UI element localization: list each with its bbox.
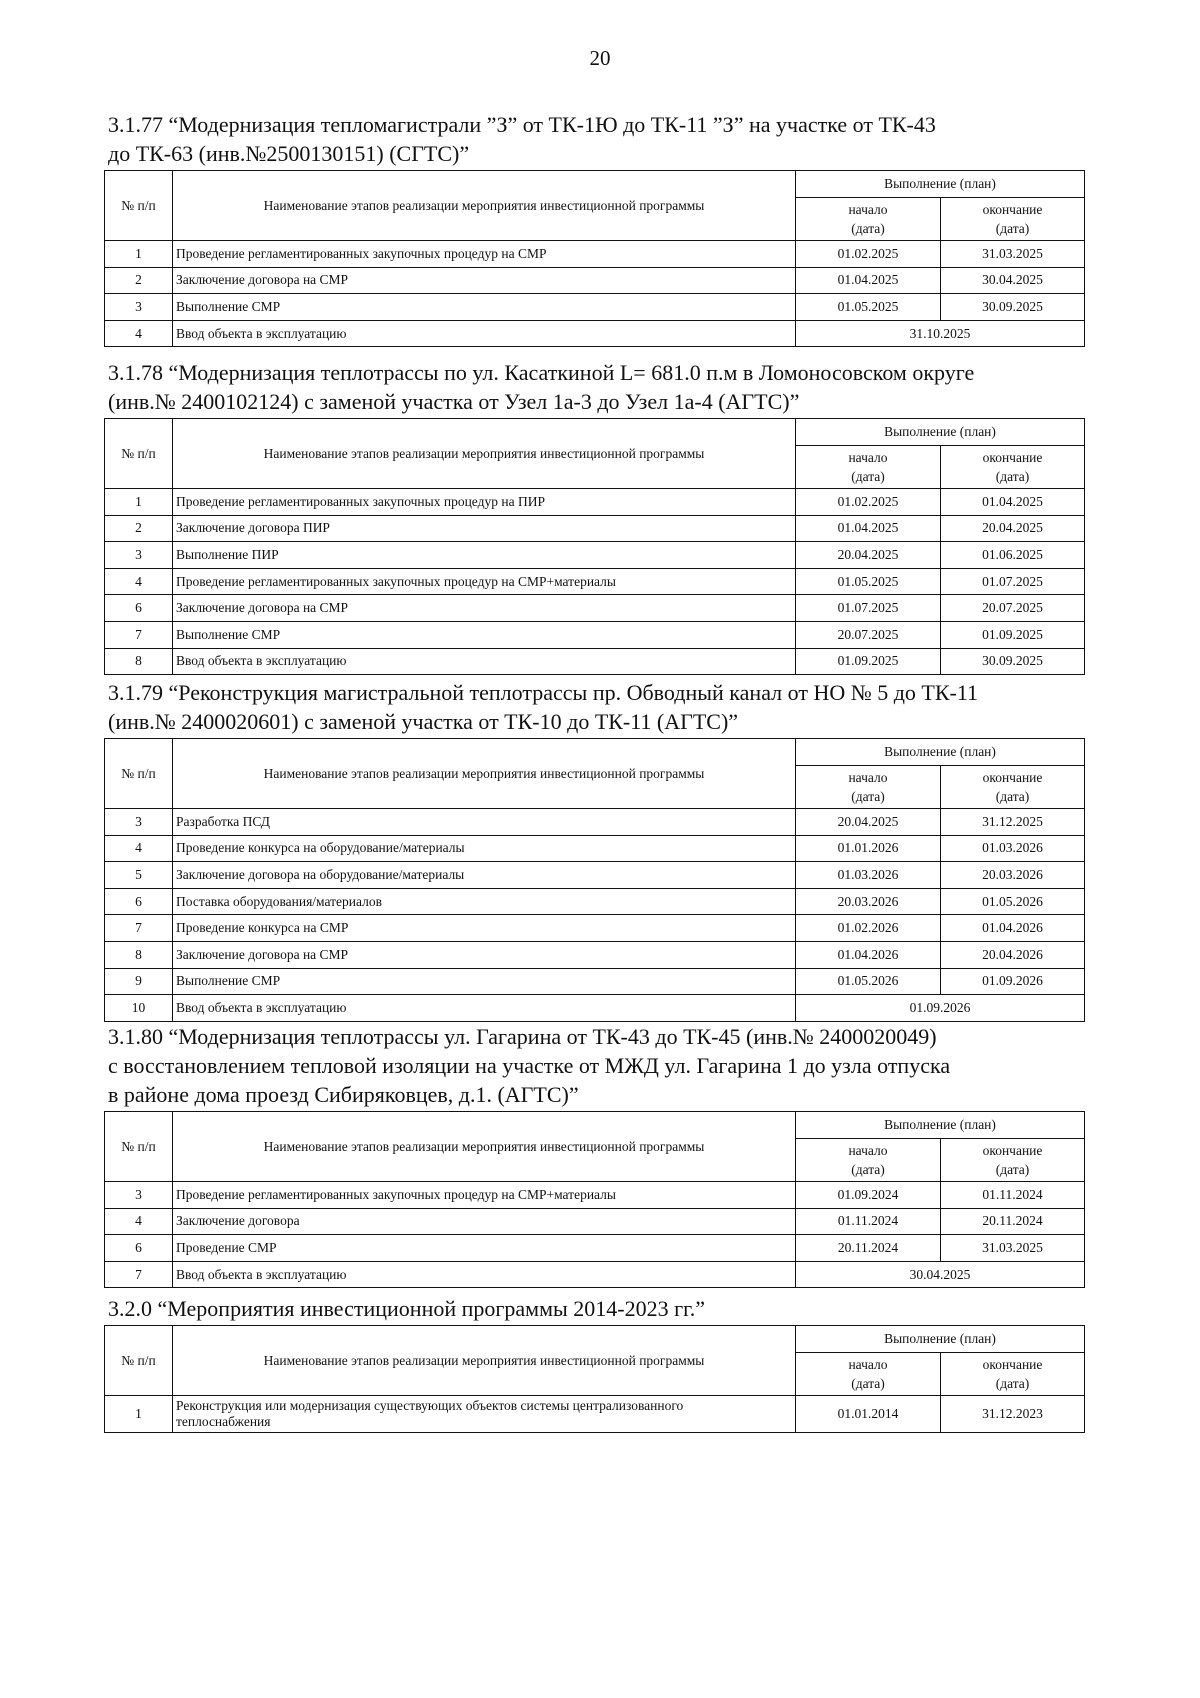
table-row: [105, 995, 1085, 1022]
table-row: [105, 595, 1085, 622]
header-end: окончание (дата): [941, 446, 1085, 489]
header-end: окончание (дата): [941, 766, 1085, 809]
row-start-date: 20.11.2024: [796, 1235, 941, 1262]
row-start-date: 01.04.2025: [796, 267, 941, 294]
schedule-table: [104, 738, 1085, 1022]
row-date: 30.04.2025: [796, 1261, 1085, 1288]
header-plan: Выполнение (план): [796, 419, 1085, 446]
row-number: 1: [105, 1396, 173, 1433]
row-end-date: 01.03.2026: [941, 835, 1085, 862]
row-end-date: 01.11.2024: [941, 1182, 1085, 1209]
schedule-table: [104, 1111, 1085, 1288]
header-start: начало (дата): [796, 446, 941, 489]
row-start-date: 20.04.2025: [796, 542, 941, 569]
row-stage-name: Ввод объекта в эксплуатацию: [173, 995, 796, 1022]
row-end-date: 20.11.2024: [941, 1208, 1085, 1235]
section-title: 3.1.79 “Реконструкция магистральной теплотрассы пр. Обводный канал от НО № 5 до ТК-11 (инв.№ 2400020601) с заменой участка от ТК-10 до ТК-11 (АГТС)”: [108, 680, 979, 734]
row-number: 3: [105, 809, 173, 836]
row-end-date: 20.04.2026: [941, 941, 1085, 968]
row-number: 5: [105, 862, 173, 889]
header-name: Наименование этапов реализации мероприятия инвестиционной программы: [173, 171, 796, 241]
row-number: 1: [105, 241, 173, 268]
row-date: 01.09.2026: [796, 995, 1085, 1022]
table-row: [105, 915, 1085, 942]
row-start-date: 20.04.2025: [796, 809, 941, 836]
header-plan: Выполнение (план): [796, 739, 1085, 766]
table-row: [105, 888, 1085, 915]
row-number: 6: [105, 595, 173, 622]
schedule-table: [104, 418, 1085, 675]
row-end-date: 01.04.2025: [941, 489, 1085, 516]
row-end-date: 31.03.2025: [941, 241, 1085, 268]
row-start-date: 01.05.2025: [796, 294, 941, 321]
table-row: [105, 542, 1085, 569]
header-end: окончание (дата): [941, 198, 1085, 241]
row-number: 9: [105, 968, 173, 995]
row-stage-name: Выполнение СМР: [173, 621, 796, 648]
row-stage-name: Заключение договора ПИР: [173, 515, 796, 542]
row-stage-name: Заключение договора на СМР: [173, 267, 796, 294]
header-name: Наименование этапов реализации мероприятия инвестиционной программы: [173, 1112, 796, 1182]
table-row: [105, 241, 1085, 268]
table-row: [105, 968, 1085, 995]
row-stage-name: Ввод объекта в эксплуатацию: [173, 320, 796, 347]
row-start-date: 01.07.2025: [796, 595, 941, 622]
row-stage-name: Поставка оборудования/материалов: [173, 888, 796, 915]
section-block: [104, 358, 1084, 675]
row-end-date: 01.05.2026: [941, 888, 1085, 915]
row-number: 6: [105, 1235, 173, 1262]
row-number: 6: [105, 888, 173, 915]
row-number: 3: [105, 542, 173, 569]
row-number: 2: [105, 515, 173, 542]
header-plan: Выполнение (план): [796, 1326, 1085, 1353]
table-row: [105, 1182, 1085, 1209]
row-number: 4: [105, 835, 173, 862]
row-stage-name: Ввод объекта в эксплуатацию: [173, 648, 796, 675]
table-row: [105, 267, 1085, 294]
row-end-date: 01.04.2026: [941, 915, 1085, 942]
schedule-table: [104, 170, 1085, 347]
row-start-date: 01.04.2025: [796, 515, 941, 542]
row-end-date: 30.09.2025: [941, 648, 1085, 675]
section-block: [104, 1294, 1084, 1433]
row-start-date: 01.02.2026: [796, 915, 941, 942]
row-end-date: 01.09.2026: [941, 968, 1085, 995]
header-start: начало (дата): [796, 766, 941, 809]
table-row: [105, 621, 1085, 648]
section-title: 3.1.78 “Модернизация теплотрассы по ул. Касаткиной L= 681.0 п.м в Ломоносовском округе (инв.№ 2400102124) с заменой участка от Узел 1а-3 до Узел 1а-4 (АГТС)”: [108, 360, 975, 414]
row-stage-name: Выполнение СМР: [173, 968, 796, 995]
row-number: 7: [105, 621, 173, 648]
section-title: 3.1.77 “Модернизация тепломагистрали ”З” от ТК-1Ю до ТК-11 ”З” на участке от ТК-43 до ТК-63 (инв.№2500130151) (СГТС)”: [108, 112, 936, 166]
row-number: 3: [105, 1182, 173, 1209]
table-row: [105, 1208, 1085, 1235]
row-number: 4: [105, 1208, 173, 1235]
header-num: № п/п: [105, 739, 173, 809]
row-end-date: 01.09.2025: [941, 621, 1085, 648]
header-num: № п/п: [105, 171, 173, 241]
row-start-date: 20.07.2025: [796, 621, 941, 648]
row-end-date: 01.06.2025: [941, 542, 1085, 569]
table-row: [105, 515, 1085, 542]
header-start: начало (дата): [796, 1139, 941, 1182]
row-stage-name: Заключение договора: [173, 1208, 796, 1235]
row-stage-name: Заключение договора на СМР: [173, 595, 796, 622]
row-stage-name: Реконструкция или модернизация существующих объектов системы централизованного теплоснабжения: [173, 1396, 796, 1433]
header-end: окончание (дата): [941, 1139, 1085, 1182]
row-number: 7: [105, 1261, 173, 1288]
table-row: [105, 809, 1085, 836]
row-end-date: 31.12.2023: [941, 1396, 1085, 1433]
row-end-date: 01.07.2025: [941, 568, 1085, 595]
row-start-date: 01.01.2014: [796, 1396, 941, 1433]
row-start-date: 01.04.2026: [796, 941, 941, 968]
row-end-date: 30.09.2025: [941, 294, 1085, 321]
row-number: 8: [105, 941, 173, 968]
table-row: [105, 1235, 1085, 1262]
section-block: [104, 1022, 1084, 1288]
row-end-date: 20.03.2026: [941, 862, 1085, 889]
row-stage-name: Проведение конкурса на СМР: [173, 915, 796, 942]
table-row: [105, 489, 1085, 516]
row-stage-name: Выполнение ПИР: [173, 542, 796, 569]
row-start-date: 01.02.2025: [796, 489, 941, 516]
row-stage-name: Выполнение СМР: [173, 294, 796, 321]
row-stage-name: Разработка ПСД: [173, 809, 796, 836]
header-plan: Выполнение (план): [796, 171, 1085, 198]
row-start-date: 01.03.2026: [796, 862, 941, 889]
row-end-date: 30.04.2025: [941, 267, 1085, 294]
row-number: 10: [105, 995, 173, 1022]
section-block: [104, 110, 1084, 347]
header-plan: Выполнение (план): [796, 1112, 1085, 1139]
section-block: [104, 678, 1084, 1022]
row-number: 8: [105, 648, 173, 675]
page-number: 20: [589, 46, 611, 70]
row-start-date: 01.09.2025: [796, 648, 941, 675]
section-title: 3.2.0 “Мероприятия инвестиционной программы 2014-2023 гг.”: [108, 1296, 705, 1321]
table-row: [105, 294, 1085, 321]
row-stage-name: Заключение договора на СМР: [173, 941, 796, 968]
row-stage-name: Проведение регламентированных закупочных процедур на ПИР: [173, 489, 796, 516]
row-number: 4: [105, 568, 173, 595]
row-stage-name: Ввод объекта в эксплуатацию: [173, 1261, 796, 1288]
row-start-date: 01.05.2026: [796, 968, 941, 995]
table-row: [105, 320, 1085, 347]
header-num: № п/п: [105, 1112, 173, 1182]
row-stage-name: Заключение договора на оборудование/материалы: [173, 862, 796, 889]
row-start-date: 01.09.2024: [796, 1182, 941, 1209]
header-num: № п/п: [105, 419, 173, 489]
row-end-date: 20.04.2025: [941, 515, 1085, 542]
row-date: 31.10.2025: [796, 320, 1085, 347]
table-row: [105, 568, 1085, 595]
table-row: [105, 941, 1085, 968]
schedule-table: [104, 1325, 1085, 1433]
row-stage-name: Проведение регламентированных закупочных процедур на СМР+материалы: [173, 1182, 796, 1209]
row-stage-name: Проведение регламентированных закупочных процедур на СМР: [173, 241, 796, 268]
header-start: начало (дата): [796, 1353, 941, 1396]
header-end: окончание (дата): [941, 1353, 1085, 1396]
row-number: 1: [105, 489, 173, 516]
row-number: 2: [105, 267, 173, 294]
table-row: [105, 648, 1085, 675]
table-row: [105, 835, 1085, 862]
header-name: Наименование этапов реализации мероприятия инвестиционной программы: [173, 419, 796, 489]
row-end-date: 20.07.2025: [941, 595, 1085, 622]
row-start-date: 01.11.2024: [796, 1208, 941, 1235]
row-stage-name: Проведение СМР: [173, 1235, 796, 1262]
row-start-date: 01.05.2025: [796, 568, 941, 595]
row-start-date: 01.02.2025: [796, 241, 941, 268]
row-stage-name: Проведение конкурса на оборудование/материалы: [173, 835, 796, 862]
header-start: начало (дата): [796, 198, 941, 241]
row-start-date: 20.03.2026: [796, 888, 941, 915]
section-title: 3.1.80 “Модернизация теплотрассы ул. Гагарина от ТК-43 до ТК-45 (инв.№ 2400020049) с восстановлением тепловой изоляции на участке от МЖД ул. Гагарина 1 до узла отпуска в районе дома проезд Сибиряковцев, д.1. (АГТС)”: [108, 1024, 951, 1107]
row-number: 7: [105, 915, 173, 942]
row-start-date: 01.01.2026: [796, 835, 941, 862]
table-row: [105, 862, 1085, 889]
row-stage-name: Проведение регламентированных закупочных процедур на СМР+материалы: [173, 568, 796, 595]
header-name: Наименование этапов реализации мероприятия инвестиционной программы: [173, 1326, 796, 1396]
header-num: № п/п: [105, 1326, 173, 1396]
row-end-date: 31.12.2025: [941, 809, 1085, 836]
table-row: [105, 1396, 1085, 1433]
row-number: 4: [105, 320, 173, 347]
table-row: [105, 1261, 1085, 1288]
row-end-date: 31.03.2025: [941, 1235, 1085, 1262]
row-number: 3: [105, 294, 173, 321]
header-name: Наименование этапов реализации мероприятия инвестиционной программы: [173, 739, 796, 809]
